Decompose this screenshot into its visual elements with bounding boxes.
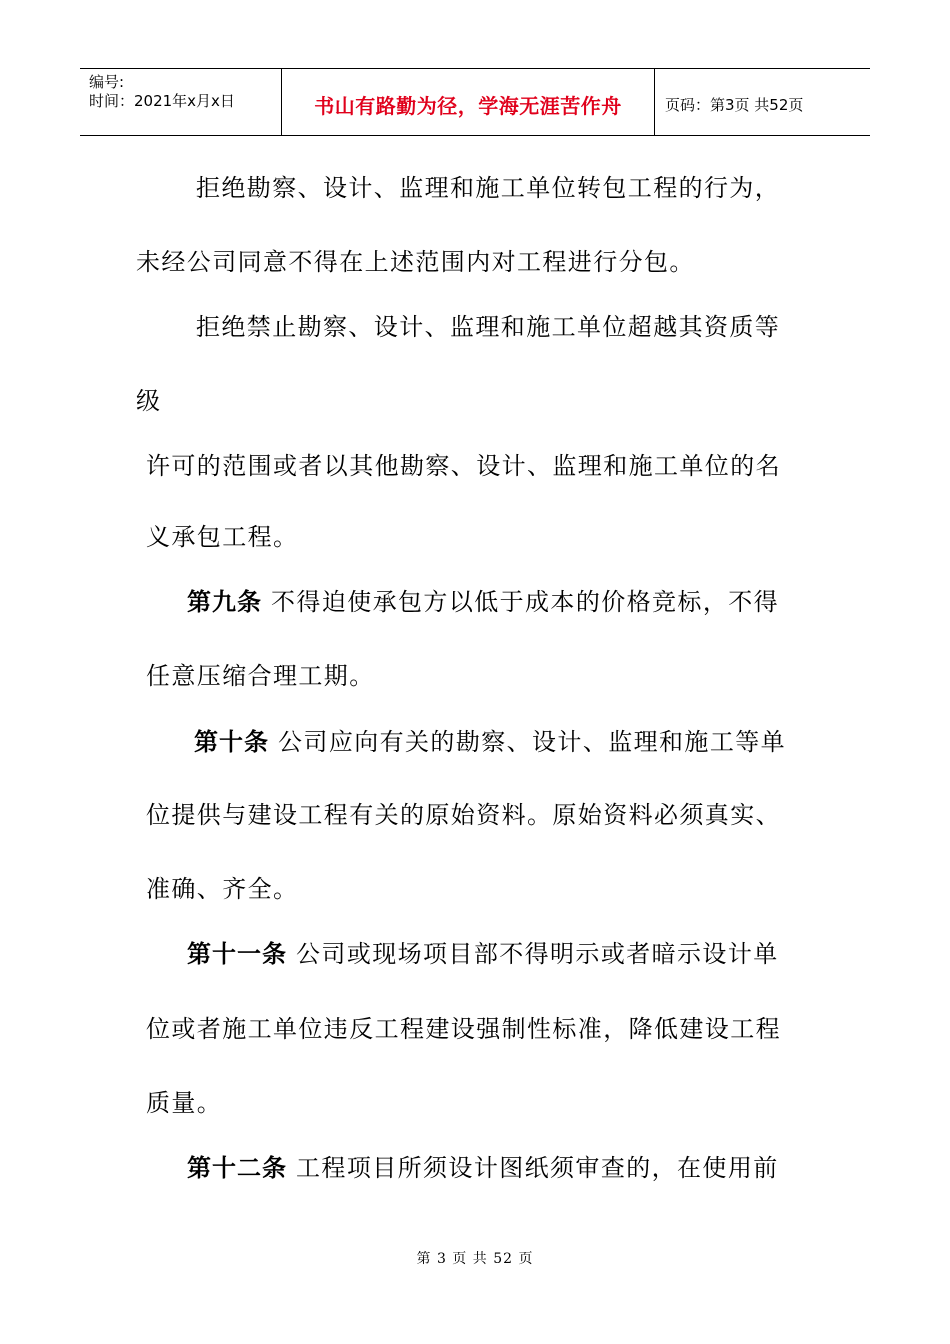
line-text: 许可的范围或者以其他勘察、设计、监理和施工单位的名 xyxy=(146,452,781,480)
line-text: 位提供与建设工程有关的原始资料。原始资料必须真实、 xyxy=(146,801,781,829)
line-text: 任意压缩合理工期。 xyxy=(146,662,375,690)
body-line xyxy=(146,521,298,553)
article-heading: 第十二条 xyxy=(187,1154,287,1182)
article-heading: 第十条 xyxy=(194,728,269,756)
header-page-info-cell xyxy=(655,69,870,136)
body-line xyxy=(146,450,781,482)
article-heading: 第十一条 xyxy=(187,940,287,968)
body-line xyxy=(146,799,781,831)
article-line xyxy=(187,1152,779,1184)
line-text: 拒绝禁止勘察、设计、监理和施工单位超越其资质等 xyxy=(196,313,781,341)
body-line xyxy=(196,172,780,204)
article-heading: 第九条 xyxy=(187,588,262,616)
footer-page-number: 第 3 页 共 52 页 xyxy=(416,1251,534,1267)
line-text: 未经公司同意不得在上述范围内对工程进行分包。 xyxy=(136,248,695,276)
body-line xyxy=(146,660,375,692)
line-text: 拒绝勘察、设计、监理和施工单位转包工程的行为， xyxy=(196,174,781,202)
line-text: 级 xyxy=(136,387,162,415)
article-line xyxy=(187,586,779,618)
line-text: 义承包工程。 xyxy=(146,523,299,551)
header-motto-cell xyxy=(282,69,655,136)
line-text: 位或者施工单位违反工程建设强制性标准，降低建设工程 xyxy=(146,1015,781,1043)
line-text: 不得迫使承包方以低于成本的价格竞标，不得 xyxy=(271,588,780,616)
page-header xyxy=(80,68,870,136)
line-text: 公司应向有关的勘察、设计、监理和施工等单 xyxy=(278,728,787,756)
body-line xyxy=(146,1087,222,1119)
body-line xyxy=(146,873,298,905)
line-text: 准确、齐全。 xyxy=(146,875,299,903)
line-text: 质量。 xyxy=(146,1089,223,1117)
article-line xyxy=(187,938,779,970)
body-line xyxy=(146,1013,781,1045)
body-line xyxy=(136,385,161,417)
article-line xyxy=(194,726,786,758)
body-line xyxy=(136,246,695,278)
body-line xyxy=(196,311,780,343)
header-motto: 书山有路勤为径，学海无涯苦作舟 xyxy=(314,94,622,118)
line-text: 公司或现场项目部不得明示或者暗示设计单 xyxy=(296,940,779,968)
line-text: 工程项目所须设计图纸须审查的，在使用前 xyxy=(296,1154,779,1182)
document-number-label: 编号: xyxy=(89,73,125,91)
page-footer xyxy=(0,1248,950,1268)
header-meta xyxy=(80,69,282,136)
document-date: 时间：2021年x月x日 xyxy=(89,92,235,110)
header-page-info: 页码：第3页 共52页 xyxy=(665,96,804,114)
